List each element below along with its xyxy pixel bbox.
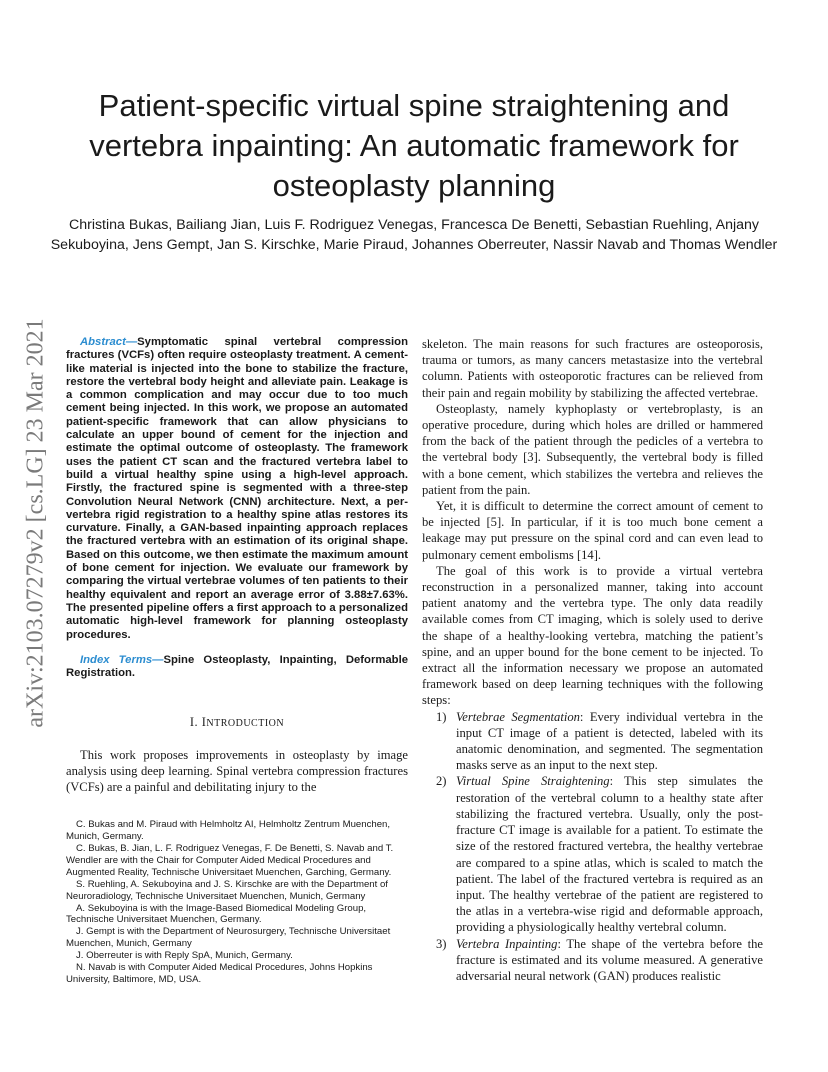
arxiv-identifier: arXiv:2103.07279v2 [cs.LG] 23 Mar 2021 xyxy=(22,318,49,728)
step-name: Virtual Spine Straightening xyxy=(456,774,610,789)
footnote: S. Ruehling, A. Sekuboyina and J. S. Kirschke are with the Department of Neuroradiology, Technische Universitaet Muenchen, Munich, Germany xyxy=(66,878,388,902)
step-text: : The shape of the vertebra before the fracture is estimated and its volume measured. A generative adversarial neural network (GAN) produces realistic xyxy=(456,936,763,983)
body-paragraph: skeleton. The main reasons for such fractures are osteoporosis, trauma or tumors, as many cancers metastasize into the vertebral column. Patients with osteoporotic fractures can be relieved from their pain and regain mobility by stabilizing the affected vertebrae. xyxy=(422,337,763,400)
abstract-text: Symptomatic spinal vertebral compression fractures (VCFs) often require osteoplasty treatment. A cement-like material is injected into the bone to stabilize the fracture, restore the vertebral body height and alleviate pain. Leakage is a common complication and may occur due to too much cement being injected. In this work, we propose an automated patient-specific framework that can allow physicians to calculate an upper bound of cement for the injection and estimate the optimal outcome of osteoplasty. The framework uses the patient CT scan and the fractured vertebra label to build a virtual healthy spine using a high-level approach. Firstly, the fractured spine is segmented with a three-step Convolution Neural Network (CNN) architecture. Next, a per-vertebra rigid registration to a healthy spine atlas restores its curvature. Finally, a GAN-based inpainting approach replaces the fractured vertebra with an estimation of its original shape. Based on this outcome, we then estimate the maximum amount of bone cement for injection. We evaluate our framework by comparing the virtual vertebrae volumes of ten patients to their healthy equivalent and report an average error of 3.88±7.63%. The presented pipeline offers a first approach to a personalized automatic high-level framework for planning osteoplasty procedures. xyxy=(66,336,408,641)
body-paragraph: Yet, it is difficult to determine the correct amount of cement to be injected [5]. In particular, if it is too much bone cement a leakage may put pressure on the spinal cord and can even lead to pulmonary cement embolisms [14]. xyxy=(422,499,763,562)
step-text: : This step simulates the restoration of the vertebral column to a healthy state after stabilizing the fractured vertebra. Usually, only the post-fracture CT image is available for a patient. To estimate the size of the restored fractured vertebra, the healthy vertebrae are compared to a spine atlas, which is scaled to match the patient. The label of the fractured vertebra is required as an input. The healthy vertebrae of the patient are registered to the atlas in a vertebra-wise rigid and deformable approach, providing a physiologically healthy vertebral column. xyxy=(456,774,763,935)
step-name: Vertebrae Segmentation xyxy=(456,709,580,724)
footnotes xyxy=(66,819,408,986)
step-number: 3) xyxy=(436,936,447,951)
author-list: Christina Bukas, Bailiang Jian, Luis F. Rodriguez Venegas, Francesca De Benetti, Sebastian Ruehling, Anjany Sekuboyina, Jens Gempt, Jan S. Kirschke, Marie Piraud, Johannes Oberreuter, Nassir Navab and Thomas Wendler xyxy=(50,217,778,253)
footnote: C. Bukas and M. Piraud with Helmholtz AI, Helmholtz Zentrum Muenchen, Munich, Germany. xyxy=(66,819,391,843)
arxiv-stamp-container xyxy=(23,288,49,758)
section-numeral: I. xyxy=(189,715,202,730)
list-item xyxy=(422,936,763,985)
body-paragraph: The goal of this work is to provide a virtual vertebra reconstruction in a personalized manner, taking into account patient anatomy and the vertebra type. The only data readily available comes from CT imaging, which is solely used to derive the shape of a healthy-looking vertebra, matching the patient’s spine, and an upper bound for the bone cement to be injected. To extract all the information necessary we propose an automated framework based on deep learning techniques with the following steps: xyxy=(422,563,763,708)
paper-title: Patient-specific virtual spine straightening and vertebra inpainting: An automatic framework for osteoplasty planning xyxy=(89,88,739,203)
section-title-rest: NTRODUCTION xyxy=(206,718,285,730)
footnote: N. Navab is with Computer Aided Medical Procedures, Johns Hopkins University, Baltimore, MD, USA. xyxy=(66,962,373,986)
footnote: J. Oberreuter is with Reply SpA, Munich, Germany. xyxy=(76,950,293,962)
body-paragraph: Osteoplasty, namely kyphoplasty or vertebroplasty, is an operative procedure, during which holes are drilled or hammered from the back of the patient through the pedicles of a vertebra to the vertebral body [3]. Subsequently, the vertebral body is filled with a bone cement, which stabilizes the vertebra and relieves the patient from the pain. xyxy=(422,401,763,497)
right-column xyxy=(422,336,763,984)
footnote: A. Sekuboyina is with the Image-Based Biomedical Modeling Group, Technische Universitaet Muenchen, Germany. xyxy=(66,902,367,926)
step-number: 1) xyxy=(436,709,447,724)
abstract-label: Abstract— xyxy=(80,336,138,348)
index-terms-label: Index Terms— xyxy=(80,653,164,666)
list-item xyxy=(422,773,763,935)
section-heading-introduction xyxy=(66,714,408,732)
framework-steps-list xyxy=(422,709,763,984)
step-name: Vertebra Inpainting xyxy=(456,936,558,951)
footnote: C. Bukas, B. Jian, L. F. Rodriguez Venegas, F. De Benetti, S. Navab and T. Wendler are with the Chair for Computer Aided Medical Procedures and Augmented Reality, Technische Universitaet Muenchen, Garching, Germany. xyxy=(66,843,394,878)
footnote: J. Gempt is with the Department of Neurosurgery, Technische Universitaet Muenchen, Munich, Germany xyxy=(66,926,391,950)
step-number: 2) xyxy=(436,774,447,789)
abstract xyxy=(66,336,408,642)
intro-paragraph: This work proposes improvements in osteoplasty by image analysis using deep learning. Spinal vertebra compression fractures (VCFs) are a painful and debilitating injury to the xyxy=(66,747,408,795)
index-terms xyxy=(66,654,408,681)
index-terms-text: Spine Osteoplasty, Inpainting, Deformable Registration. xyxy=(66,653,409,680)
step-text: : Every individual vertebra in the input CT image of a patient is detected, labeled with its anatomic denomination, and segmented. The segmentation masks serve as an input to the next step. xyxy=(456,709,763,773)
list-item xyxy=(422,709,763,774)
section-initial: I xyxy=(201,715,207,730)
left-column xyxy=(66,336,408,986)
